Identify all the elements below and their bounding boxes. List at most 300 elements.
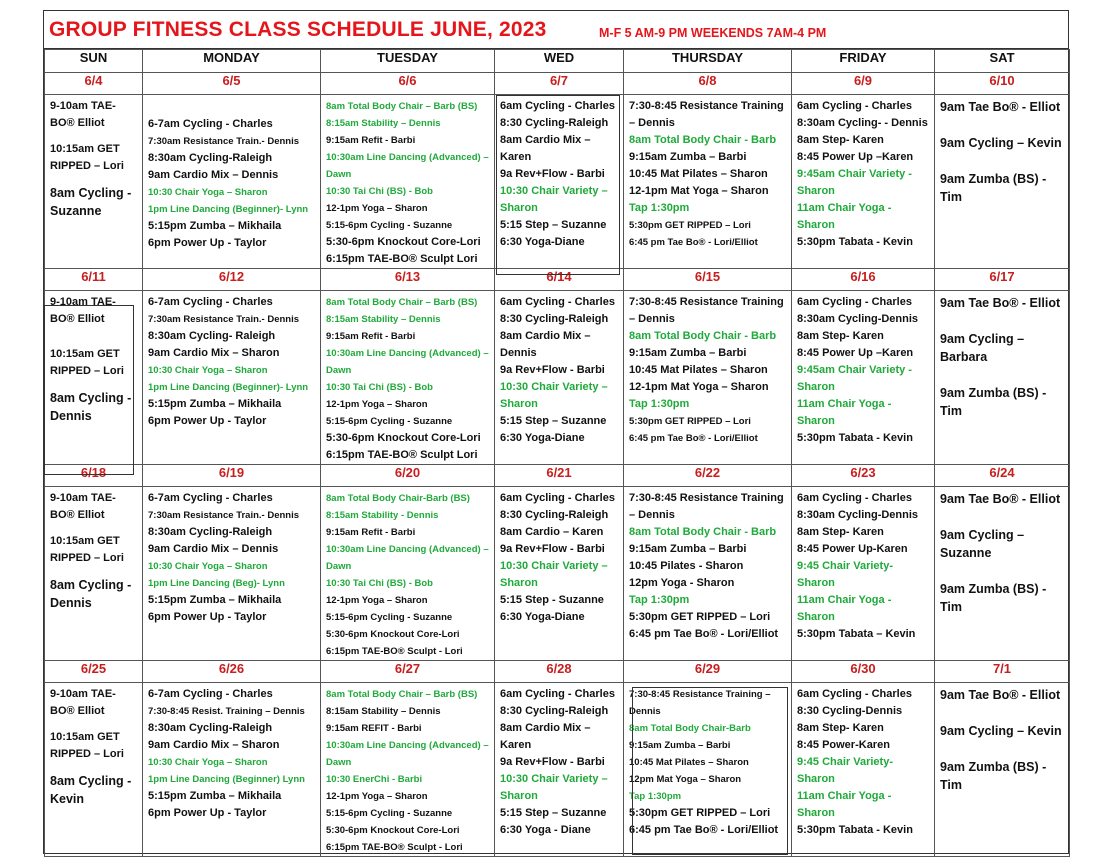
class-entry: 6:45 pm Tae Bo® - Lori/Elliot [629, 237, 758, 248]
day-cell [143, 95, 321, 269]
class-list [321, 291, 494, 464]
class-entry: 9:15am Zumba – Barbi [629, 543, 747, 555]
schedule-sheet [43, 10, 1069, 854]
class-list [45, 683, 142, 808]
date-label: 6/10 [935, 73, 1070, 95]
class-list [143, 683, 320, 822]
class-entry: 9:45 Chair Variety- Sharon [797, 560, 893, 589]
date-label: 6/26 [143, 661, 321, 683]
date-label: 6/24 [935, 465, 1070, 487]
class-list [45, 95, 142, 220]
class-entry: 8am Step- Karen [797, 526, 884, 538]
class-entry: 10:15am GET RIPPED – Lori [50, 348, 124, 377]
class-entry: 5:30pm GET RIPPED – Lori [629, 807, 771, 819]
day-cell [143, 683, 321, 857]
class-row [45, 95, 1070, 269]
class-entry: 5:15-6pm Cycling - Suzanne [326, 808, 453, 819]
day-cell [321, 487, 495, 661]
class-entry: 10:30 Chair Yoga – Sharon [148, 757, 268, 768]
spacer [940, 152, 1065, 170]
class-entry: 9am Zumba (BS) - Tim [940, 172, 1047, 204]
date-label: 6/22 [624, 465, 792, 487]
class-entry: 9am Zumba (BS) - Tim [940, 386, 1047, 418]
class-entry: 9am Cycling – Kevin [940, 724, 1062, 738]
day-cell [935, 95, 1070, 269]
page-title: GROUP FITNESS CLASS SCHEDULE JUNE, 2023 [49, 18, 547, 41]
class-entry: 5:15pm Zumba – Mikhaila [148, 220, 282, 232]
class-list [143, 291, 320, 430]
class-entry: 8am Cycling - Suzanne [50, 186, 132, 218]
class-entry: 5:15-6pm Cycling - Suzanne [326, 612, 453, 623]
class-entry: 8:45 Power-Karen [797, 739, 890, 751]
class-entry: 10:30am Line Dancing (Advanced) – Dawn [326, 544, 489, 572]
class-entry: 10:15am GET RIPPED – Lori [50, 731, 124, 760]
hours-note: M-F 5 AM-9 PM WEEKENDS 7AM-4 PM [599, 26, 827, 40]
class-entry: 8:45 Power Up –Karen [797, 347, 914, 359]
day-cell [624, 683, 792, 857]
class-list [935, 487, 1069, 616]
day-cell [935, 291, 1070, 465]
class-list [792, 291, 934, 447]
spacer [148, 98, 316, 116]
class-entry: 8am Cardio Mix – Karen [500, 722, 591, 751]
class-entry: 7:30-8:45 Resistance Training – Dennis [629, 492, 784, 521]
day-cell [624, 95, 792, 269]
class-entry: 6:30 Yoga - Diane [500, 824, 591, 836]
class-list [495, 683, 623, 839]
date-label: 7/1 [935, 661, 1070, 683]
class-entry: 9am Cycling – Barbara [940, 332, 1025, 364]
class-entry: 10:30 Chair Yoga – Sharon [148, 365, 268, 376]
class-entry: 8:15am Stability – Dennis [326, 118, 441, 129]
class-entry: 9:15am REFIT - Barbi [326, 723, 422, 734]
class-row [45, 291, 1070, 465]
class-entry: 11am Chair Yoga - Sharon [797, 594, 892, 623]
class-entry: 8:30 Cycling-Dennis [797, 705, 903, 717]
class-entry: 7:30am Resistance Train.- Dennis [148, 136, 300, 147]
class-entry: 8:30 Cycling-Raleigh [500, 509, 609, 521]
class-entry: 10:30am Line Dancing (Advanced) – Dawn [326, 740, 489, 768]
class-entry: 7:30am Resistance Train.- Dennis [148, 314, 300, 325]
class-list [792, 95, 934, 251]
day-cell [495, 487, 624, 661]
class-entry: 6-7am Cycling - Charles [148, 118, 273, 130]
class-entry: 8am Cycling - Dennis [50, 578, 132, 610]
class-entry: 8am Step- Karen [797, 330, 884, 342]
day-cell [792, 487, 935, 661]
class-entry: 9a Rev+Flow - Barbi [500, 364, 605, 376]
class-entry: 6:15pm TAE-BO® Sculpt - Lori [326, 646, 463, 657]
class-entry: 5:30-6pm Knockout Core-Lori [326, 432, 481, 444]
day-cell [495, 291, 624, 465]
spacer [940, 366, 1065, 384]
class-entry: 10:45 Mat Pilates – Sharon [629, 757, 749, 768]
class-list [624, 291, 791, 447]
class-entry: 1pm Line Dancing (Beginner)- Lynn [148, 204, 309, 215]
class-entry: 7:30-8:45 Resistance Training – Dennis [629, 100, 784, 129]
class-list [45, 291, 142, 425]
class-entry: 5:30-6pm Knockout Core-Lori [326, 236, 481, 248]
class-entry: 6am Cycling - Charles [500, 100, 615, 112]
date-row [45, 465, 1070, 487]
class-entry: 5:30pm Tabata - Kevin [797, 824, 913, 836]
day-cell [321, 291, 495, 465]
class-entry: 8:30am Cycling- Raleigh [148, 330, 276, 342]
day-cell [495, 95, 624, 269]
class-entry: 9am Tae Bo® - Elliot [940, 100, 1061, 114]
class-entry: Tap 1:30pm [629, 398, 690, 410]
class-entry: 5:15 Step – Suzanne [500, 807, 607, 819]
class-entry: 1pm Line Dancing (Beginner) Lynn [148, 774, 305, 785]
class-entry: 8am Total Body Chair-Barb [629, 723, 751, 734]
day-cell [143, 487, 321, 661]
class-entry: 9am Tae Bo® - Elliot [940, 492, 1061, 506]
title-bar [44, 11, 1068, 49]
class-entry: 8am Step- Karen [797, 134, 884, 146]
class-entry: 8:30am Cycling-Dennis [797, 313, 919, 325]
class-entry: 12-1pm Mat Yoga – Sharon [629, 185, 769, 197]
class-list [935, 291, 1069, 420]
spacer [50, 524, 138, 533]
class-entry: 10:30 Chair Yoga – Sharon [148, 187, 268, 198]
class-entry: 9am Cardio Mix – Dennis [148, 169, 279, 181]
class-entry: 9a Rev+Flow - Barbi [500, 756, 605, 768]
class-entry: 5:15-6pm Cycling - Suzanne [326, 416, 453, 427]
date-label: 6/14 [495, 269, 624, 291]
class-entry: 6:45 pm Tae Bo® - Lori/Elliot [629, 628, 779, 640]
class-entry: 9am Tae Bo® - Elliot [940, 688, 1061, 702]
class-entry: 6am Cycling - Charles [500, 296, 615, 308]
class-entry: 9am Cardio Mix – Sharon [148, 739, 280, 751]
class-entry: 10:30 EnerChi - Barbi [326, 774, 423, 785]
date-label: 6/9 [792, 73, 935, 95]
class-entry: 6:45 pm Tae Bo® - Lori/Elliot [629, 433, 758, 444]
class-entry: 6:30 Yoga-Diane [500, 432, 585, 444]
class-entry: 6pm Power Up - Taylor [148, 611, 267, 623]
class-list [143, 95, 320, 252]
class-entry: 6am Cycling - Charles [797, 688, 912, 700]
class-entry: 6am Cycling - Charles [797, 296, 912, 308]
class-entry: 10:30 Chair Variety – Sharon [500, 185, 608, 214]
class-entry: 5:15pm Zumba – Mikhaila [148, 594, 282, 606]
class-entry: 8:30 Cycling-Raleigh [500, 117, 609, 129]
class-entry: 6am Cycling - Charles [500, 492, 615, 504]
class-entry: 9-10am TAE-BO® Elliot [50, 688, 116, 717]
class-entry: 6:30 Yoga-Diane [500, 611, 585, 623]
day-cell [624, 291, 792, 465]
class-entry: Tap 1:30pm [629, 791, 682, 802]
class-entry: 8am Step- Karen [797, 722, 884, 734]
class-entry: 9:45 Chair Variety- Sharon [797, 756, 893, 785]
spacer [940, 704, 1065, 722]
class-entry: 5:15pm Zumba – Mikhaila [148, 398, 282, 410]
spacer [940, 312, 1065, 330]
class-list [321, 95, 494, 268]
day-cell [143, 291, 321, 465]
class-entry: 5:15 Step – Suzanne [500, 415, 607, 427]
date-label: 6/23 [792, 465, 935, 487]
class-entry: 9am Zumba (BS) - Tim [940, 760, 1047, 792]
class-entry: 6:30 Yoga-Diane [500, 236, 585, 248]
class-entry: 5:30pm Tabata – Kevin [797, 628, 916, 640]
class-entry: 9:45am Chair Variety - Sharon [797, 168, 912, 197]
class-list [624, 683, 791, 839]
class-entry: 8:45 Power Up-Karen [797, 543, 908, 555]
class-entry: 5:15pm Zumba – Mikhaila [148, 790, 282, 802]
class-row [45, 487, 1070, 661]
class-list [495, 291, 623, 447]
class-entry: 7:30am Resistance Train.- Dennis [148, 510, 300, 521]
class-entry: 8am Total Body Chair - Barb [629, 134, 777, 146]
class-entry: 5:30-6pm Knockout Core-Lori [326, 629, 460, 640]
class-entry: 10:30 Tai Chi (BS) - Bob [326, 186, 433, 197]
class-entry: 5:15 Step - Suzanne [500, 594, 604, 606]
class-entry: 10:30 Chair Yoga – Sharon [148, 561, 268, 572]
class-entry: 10:30 Tai Chi (BS) - Bob [326, 578, 433, 589]
class-entry: 8am Cycling - Kevin [50, 774, 132, 806]
class-entry: 1pm Line Dancing (Beg)- Lynn [148, 578, 285, 589]
date-row [45, 73, 1070, 95]
date-label: 6/30 [792, 661, 935, 683]
date-label: 6/12 [143, 269, 321, 291]
day-cell [321, 683, 495, 857]
class-entry: 6:15pm TAE-BO® Sculpt Lori [326, 253, 478, 265]
class-entry: 6am Cycling - Charles [797, 492, 912, 504]
spacer [50, 567, 138, 576]
date-label: 6/6 [321, 73, 495, 95]
date-label: 6/28 [495, 661, 624, 683]
class-entry: 10:15am GET RIPPED – Lori [50, 535, 124, 564]
class-entry: 10:15am GET RIPPED – Lori [50, 143, 124, 172]
class-entry: 12-1pm Yoga – Sharon [326, 203, 428, 214]
class-entry: 10:30am Line Dancing (Advanced) – Dawn [326, 348, 489, 376]
class-entry: 8am Cardio Mix – Dennis [500, 330, 591, 359]
class-entry: 8am Total Body Chair - Barb [629, 526, 777, 538]
class-entry: 8:30am Cycling-Raleigh [148, 526, 273, 538]
class-entry: 9:15am Zumba – Barbi [629, 151, 747, 163]
class-entry: 8:15am Stability – Dennis [326, 706, 441, 717]
spacer [940, 740, 1065, 758]
class-entry: 12pm Yoga - Sharon [629, 577, 735, 589]
class-entry: 7:30-8:45 Resistance Training – Dennis [629, 296, 784, 325]
class-entry: 6-7am Cycling - Charles [148, 296, 273, 308]
day-cell [45, 487, 143, 661]
class-entry: 8:30 Cycling-Raleigh [500, 705, 609, 717]
schedule-table [44, 49, 1070, 857]
class-entry: 9:15am Refit - Barbi [326, 135, 416, 146]
class-entry: 9am Cardio Mix – Dennis [148, 543, 279, 555]
class-entry: 8am Cycling - Dennis [50, 391, 132, 423]
class-entry: 9am Tae Bo® - Elliot [940, 296, 1061, 310]
spacer [50, 132, 138, 141]
class-entry: 9:45am Chair Variety - Sharon [797, 364, 912, 393]
date-label: 6/16 [792, 269, 935, 291]
class-entry: 8:30am Cycling- - Dennis [797, 117, 928, 129]
day-cell [935, 683, 1070, 857]
date-label: 6/19 [143, 465, 321, 487]
spacer [940, 562, 1065, 580]
class-entry: 10:45 Mat Pilates – Sharon [629, 364, 768, 376]
class-entry: 9:15am Zumba – Barbi [629, 347, 747, 359]
day-cell [792, 683, 935, 857]
class-list [143, 487, 320, 626]
class-entry: 8:30am Cycling-Dennis [797, 509, 919, 521]
class-entry: 6pm Power Up - Taylor [148, 415, 267, 427]
class-entry: 1pm Line Dancing (Beginner)- Lynn [148, 382, 309, 393]
class-entry: 5:30pm Tabata - Kevin [797, 236, 913, 248]
class-entry: 5:30-6pm Knockout Core-Lori [326, 825, 460, 836]
spacer [50, 763, 138, 772]
day-cell [792, 95, 935, 269]
class-list [495, 95, 623, 251]
class-entry: 11am Chair Yoga - Sharon [797, 202, 892, 231]
day-header-friday: FRIDAY [792, 50, 935, 73]
day-cell [45, 95, 143, 269]
class-list [624, 95, 791, 251]
date-label: 6/11 [45, 269, 143, 291]
day-cell [321, 95, 495, 269]
class-entry: 6-7am Cycling - Charles [148, 688, 273, 700]
spacer [50, 720, 138, 729]
class-entry: 9am Cycling – Suzanne [940, 528, 1025, 560]
day-header-row [45, 50, 1070, 73]
class-entry: 12-1pm Mat Yoga – Sharon [629, 381, 769, 393]
date-label: 6/25 [45, 661, 143, 683]
class-entry: 6pm Power Up - Taylor [148, 807, 267, 819]
class-entry: 8am Total Body Chair-Barb (BS) [326, 493, 470, 504]
class-entry: 10:45 Mat Pilates – Sharon [629, 168, 768, 180]
day-cell [495, 683, 624, 857]
class-entry: 5:30pm GET RIPPED – Lori [629, 220, 751, 231]
class-entry: 10:30 Chair Variety – Sharon [500, 560, 608, 589]
day-header-sat: SAT [935, 50, 1070, 73]
class-list [624, 487, 791, 643]
spacer [50, 328, 138, 346]
class-entry: 10:30am Line Dancing (Advanced) – Dawn [326, 152, 489, 180]
spacer [940, 508, 1065, 526]
class-entry: Tap 1:30pm [629, 594, 690, 606]
class-entry: 8am Cardio – Karen [500, 526, 604, 538]
date-label: 6/13 [321, 269, 495, 291]
class-entry: 7:30-8:45 Resistance Training – Dennis [629, 689, 771, 717]
date-label: 6/27 [321, 661, 495, 683]
spacer [50, 380, 138, 389]
class-list [792, 683, 934, 839]
date-label: 6/8 [624, 73, 792, 95]
class-entry: 5:15 Step – Suzanne [500, 219, 607, 231]
class-entry: 11am Chair Yoga - Sharon [797, 790, 892, 819]
class-entry: 6-7am Cycling - Charles [148, 492, 273, 504]
class-row [45, 683, 1070, 857]
day-cell [792, 291, 935, 465]
class-list [321, 683, 494, 856]
class-entry: 11am Chair Yoga - Sharon [797, 398, 892, 427]
class-list [495, 487, 623, 626]
day-cell [935, 487, 1070, 661]
day-header-sun: SUN [45, 50, 143, 73]
class-entry: 10:30 Chair Variety – Sharon [500, 381, 608, 410]
class-entry: 6pm Power Up - Taylor [148, 237, 267, 249]
spacer [940, 116, 1065, 134]
day-header-wed: WED [495, 50, 624, 73]
day-header-thursday: THURSDAY [624, 50, 792, 73]
date-row [45, 269, 1070, 291]
date-label: 6/21 [495, 465, 624, 487]
class-list [45, 487, 142, 612]
class-entry: 6am Cycling - Charles [500, 688, 615, 700]
class-list [935, 95, 1069, 206]
class-entry: 12pm Mat Yoga – Sharon [629, 774, 742, 785]
date-label: 6/18 [45, 465, 143, 487]
class-entry: 8am Cardio Mix – Karen [500, 134, 591, 163]
class-entry: 9:15am Refit - Barbi [326, 527, 416, 538]
class-entry: 8am Total Body Chair – Barb (BS) [326, 689, 478, 700]
class-entry: 9:15am Zumba – Barbi [629, 740, 731, 751]
class-list [792, 487, 934, 643]
class-entry: 8:45 Power Up –Karen [797, 151, 914, 163]
day-header-tuesday: TUESDAY [321, 50, 495, 73]
spacer [50, 175, 138, 184]
class-entry: 12-1pm Yoga – Sharon [326, 791, 428, 802]
day-cell [45, 291, 143, 465]
date-label: 6/17 [935, 269, 1070, 291]
day-cell [45, 683, 143, 857]
class-entry: 12-1pm Yoga – Sharon [326, 595, 428, 606]
date-label: 6/4 [45, 73, 143, 95]
day-cell [624, 487, 792, 661]
class-entry: 8:15am Stability - Dennis [326, 510, 439, 521]
class-entry: 9am Zumba (BS) - Tim [940, 582, 1047, 614]
day-header-monday: MONDAY [143, 50, 321, 73]
class-entry: 6:15pm TAE-BO® Sculpt - Lori [326, 842, 463, 853]
class-entry: 8:30am Cycling-Raleigh [148, 152, 273, 164]
class-entry: 5:30pm Tabata - Kevin [797, 432, 913, 444]
class-entry: 6am Cycling - Charles [797, 100, 912, 112]
class-entry: 10:30 Tai Chi (BS) - Bob [326, 382, 433, 393]
date-label: 6/5 [143, 73, 321, 95]
class-entry: 9-10am TAE-BO® Elliot [50, 296, 116, 325]
class-entry: 5:15-6pm Cycling - Suzanne [326, 220, 453, 231]
class-entry: 8am Total Body Chair – Barb (BS) [326, 101, 478, 112]
class-entry: 5:30pm GET RIPPED – Lori [629, 611, 771, 623]
class-entry: 9am Cardio Mix – Sharon [148, 347, 280, 359]
date-label: 6/15 [624, 269, 792, 291]
class-entry: 9am Cycling – Kevin [940, 136, 1062, 150]
class-entry: 9-10am TAE-BO® Elliot [50, 100, 116, 129]
class-entry: 8am Total Body Chair – Barb (BS) [326, 297, 478, 308]
class-entry: 8:30am Cycling-Raleigh [148, 722, 273, 734]
class-list [321, 487, 494, 660]
class-entry: 7:30-8:45 Resist. Training – Dennis [148, 706, 305, 717]
class-entry: 5:30pm GET RIPPED – Lori [629, 416, 751, 427]
class-entry: 9a Rev+Flow - Barbi [500, 168, 605, 180]
date-label: 6/29 [624, 661, 792, 683]
date-row [45, 661, 1070, 683]
class-entry: 10:45 Pilates - Sharon [629, 560, 744, 572]
class-entry: Tap 1:30pm [629, 202, 690, 214]
class-entry: 9-10am TAE-BO® Elliot [50, 492, 116, 521]
class-entry: 6:45 pm Tae Bo® - Lori/Elliot [629, 824, 779, 836]
date-label: 6/20 [321, 465, 495, 487]
class-list [935, 683, 1069, 794]
class-entry: 10:30 Chair Variety – Sharon [500, 773, 608, 802]
class-entry: 8:15am Stability – Dennis [326, 314, 441, 325]
class-entry: 9a Rev+Flow - Barbi [500, 543, 605, 555]
class-entry: 8am Total Body Chair - Barb [629, 330, 777, 342]
class-entry: 8:30 Cycling-Raleigh [500, 313, 609, 325]
date-label: 6/7 [495, 73, 624, 95]
class-entry: 9:15am Refit - Barbi [326, 331, 416, 342]
